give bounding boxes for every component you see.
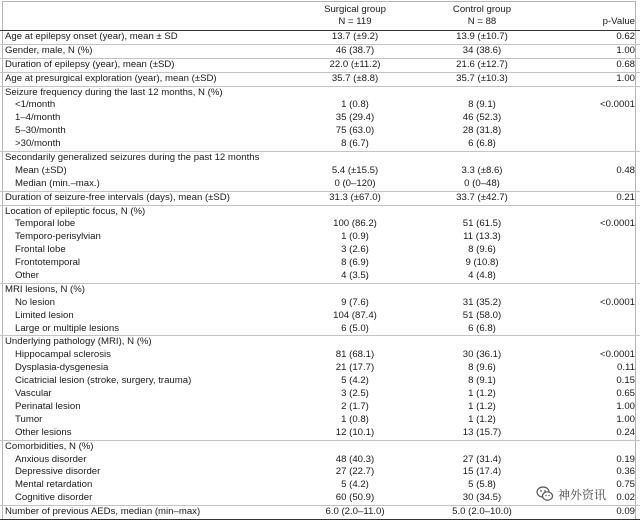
control-value: 8 (9.1)	[468, 375, 496, 387]
control-value: 6 (6.8)	[468, 322, 496, 334]
table-row	[0, 440, 640, 454]
p-value: <0.0001	[600, 349, 635, 361]
row-label: 5–30/month	[15, 125, 66, 137]
table-row	[0, 362, 640, 375]
table-row	[0, 427, 640, 440]
surgical-value: 27 (22.7)	[335, 466, 375, 478]
table-row	[0, 191, 640, 205]
surgical-value: 8 (6.7)	[341, 138, 369, 150]
surgical-value: 3 (2.5)	[341, 388, 369, 400]
table-row	[0, 218, 640, 231]
row-label: Cognitive disorder	[15, 492, 93, 504]
control-value: 51 (58.0)	[462, 309, 502, 321]
table-row	[0, 125, 640, 138]
table-row	[0, 297, 640, 310]
p-value: 0.24	[616, 426, 635, 438]
row-label: Mental retardation	[15, 479, 93, 491]
surgical-group-label: Surgical group	[324, 4, 386, 15]
surgical-group-header	[300, 4, 410, 28]
table-row	[0, 151, 640, 165]
table-row	[0, 454, 640, 467]
surgical-value: 21 (17.7)	[335, 362, 375, 374]
control-value: 35.7 (±10.3)	[456, 72, 508, 84]
table-row	[0, 414, 640, 427]
control-value: 46 (52.3)	[462, 112, 502, 124]
row-label: Age at epilepsy onset (year), mean ± SD	[5, 31, 178, 42]
row-label: Depressive disorder	[15, 466, 101, 478]
p-value: 1.00	[616, 400, 635, 412]
row-label: Seizure frequency during the last 12 months, N (%)	[5, 86, 223, 98]
row-label: Hippocampal sclerosis	[15, 349, 111, 361]
table-row	[0, 375, 640, 388]
row-label: Large or multiple lesions	[15, 322, 119, 334]
row-label: Other lesions	[15, 426, 72, 438]
table-body	[0, 31, 640, 520]
row-label: Vascular	[15, 388, 52, 400]
control-value: 1 (1.2)	[468, 400, 496, 412]
table-row	[0, 310, 640, 323]
table-row	[0, 31, 640, 44]
row-label: Duration of epilepsy (year), mean (±SD)	[5, 58, 175, 70]
row-label: No lesion	[15, 296, 55, 308]
p-value: 0.15	[616, 375, 635, 387]
row-label: Frontotemporal	[15, 257, 81, 269]
table-row	[0, 388, 640, 401]
p-value: 0.19	[616, 453, 635, 465]
row-label: Limited lesion	[15, 309, 74, 321]
row-label: Tumor	[15, 413, 43, 425]
row-label: 1–4/month	[15, 112, 61, 124]
control-value: 30 (36.1)	[462, 349, 502, 361]
surgical-value: 35 (29.4)	[335, 112, 375, 124]
row-label: Mean (±SD)	[15, 164, 67, 176]
surgical-value: 12 (10.1)	[335, 426, 375, 438]
row-label: Temporal lobe	[15, 218, 76, 230]
table-row	[0, 231, 640, 244]
surgical-value: 5 (4.2)	[341, 375, 369, 387]
row-label: Other	[15, 270, 39, 282]
table-row	[0, 323, 640, 336]
table-row	[0, 44, 640, 58]
surgical-value: 9 (7.6)	[341, 296, 369, 308]
p-value: 0.48	[616, 164, 635, 176]
table-row	[0, 283, 640, 297]
row-label: Cicatricial lesion (stroke, surgery, trauma)	[15, 375, 192, 387]
control-value: 9 (10.8)	[465, 257, 499, 269]
control-value: 8 (9.6)	[468, 362, 496, 374]
table-row	[0, 165, 640, 178]
surgical-value: 13.7 (±9.2)	[331, 31, 379, 42]
row-label: Frontal lobe	[15, 244, 66, 256]
p-value: 1.00	[616, 413, 635, 425]
row-label: Location of epileptic focus, N (%)	[5, 205, 146, 217]
control-value: 8 (9.6)	[468, 244, 496, 256]
row-label: >30/month	[15, 138, 61, 150]
table-row	[0, 205, 640, 219]
table-row	[0, 58, 640, 72]
surgical-value: 3 (2.6)	[341, 244, 369, 256]
surgical-value: 1 (0.8)	[341, 413, 369, 425]
table-row	[0, 86, 640, 100]
table-header	[0, 0, 640, 31]
row-label: Anxious disorder	[15, 453, 87, 465]
p-value: 0.62	[616, 31, 635, 42]
surgical-value: 6.0 (2.0–11.0)	[325, 506, 385, 518]
surgical-value: 81 (68.1)	[335, 349, 375, 361]
control-value: 1 (1.2)	[468, 413, 496, 425]
surgical-value: 2 (1.7)	[341, 400, 369, 412]
surgical-value: 8 (6.9)	[341, 257, 369, 269]
control-group-header	[427, 4, 537, 28]
control-group-label: Control group	[452, 4, 512, 15]
surgical-value: 1 (0.8)	[341, 99, 369, 111]
p-value: 1.00	[616, 44, 635, 56]
control-value: 13.9 (±10.7)	[456, 31, 508, 42]
surgical-group-n: N = 119	[338, 16, 372, 27]
surgical-value: 4 (3.5)	[341, 270, 369, 282]
surgical-value: 46 (38.7)	[335, 44, 375, 56]
table-row	[0, 138, 640, 151]
control-value: 3.3 (±8.6)	[461, 164, 503, 176]
control-value: 27 (31.4)	[462, 453, 502, 465]
row-label: Dysplasia-dysgenesia	[15, 362, 109, 374]
row-label: Age at presurgical exploration (year), mean (±SD)	[5, 72, 217, 84]
table-row	[0, 244, 640, 257]
p-value: 0.09	[616, 506, 635, 518]
row-label: Perinatal lesion	[15, 400, 81, 412]
control-value: 1 (1.2)	[468, 388, 496, 400]
surgical-value: 6 (5.0)	[341, 322, 369, 334]
row-label: Median (min.–max.)	[15, 177, 100, 189]
p-value-header: p-Value	[602, 16, 635, 27]
control-value: 5.0 (2.0–10.0)	[452, 506, 512, 518]
row-label: Secondarily generalized seizures during the past 12 months	[5, 152, 260, 164]
p-value: 0.36	[616, 466, 635, 478]
table-row	[0, 270, 640, 283]
surgical-value: 5.4 (±15.5)	[331, 164, 379, 176]
control-group-n: N = 88	[467, 16, 497, 27]
wechat-icon	[536, 485, 554, 503]
control-value: 13 (15.7)	[462, 426, 502, 438]
control-value: 30 (34.5)	[462, 492, 502, 504]
table-row	[0, 72, 640, 86]
control-value: 34 (38.6)	[462, 44, 502, 56]
control-value: 28 (31.8)	[462, 125, 502, 137]
watermark-text: 神外资讯	[558, 488, 607, 502]
p-value: 0.68	[616, 58, 635, 70]
table-row	[0, 112, 640, 125]
table-row	[0, 401, 640, 414]
control-value: 11 (13.3)	[463, 231, 501, 243]
table-row	[0, 505, 640, 520]
p-value: 0.11	[617, 362, 635, 374]
surgical-value: 0 (0–120)	[334, 177, 376, 189]
control-value: 21.6 (±12.7)	[456, 58, 508, 70]
table-row	[0, 99, 640, 112]
p-value: <0.0001	[600, 218, 635, 230]
control-value: 33.7 (±42.7)	[456, 191, 508, 203]
row-label: <1/month	[15, 99, 56, 111]
table-row	[0, 466, 640, 479]
row-label: Number of previous AEDs, median (min–max)	[5, 506, 201, 518]
row-label: Underlying pathology (MRI), N (%)	[5, 336, 152, 348]
surgical-value: 60 (50.9)	[335, 492, 375, 504]
row-label: MRI lesions, N (%)	[5, 283, 85, 295]
control-value: 4 (4.8)	[468, 270, 496, 282]
p-value: 0.21	[616, 191, 635, 203]
row-label: Temporo-perisylvian	[15, 231, 101, 243]
control-value: 31 (35.2)	[462, 296, 502, 308]
surgical-value: 22.0 (±11.2)	[329, 58, 381, 70]
row-label: Duration of seizure-free intervals (days), mean (±SD)	[5, 191, 230, 203]
p-value: <0.0001	[600, 99, 635, 111]
p-value: 0.02	[616, 492, 635, 504]
table-row	[0, 335, 640, 349]
control-value: 5 (5.8)	[468, 479, 496, 491]
surgical-value: 104 (87.4)	[333, 309, 377, 321]
surgical-value: 31.3 (±67.0)	[329, 191, 381, 203]
row-label: Comorbidities, N (%)	[5, 440, 94, 452]
surgical-value: 100 (86.2)	[333, 218, 377, 230]
table-row	[0, 349, 640, 362]
control-value: 6 (6.8)	[468, 138, 496, 150]
control-value: 8 (9.1)	[468, 99, 496, 111]
p-value: 1.00	[616, 72, 635, 84]
table-row	[0, 257, 640, 270]
surgical-value: 75 (63.0)	[335, 125, 375, 137]
control-value: 0 (0–48)	[464, 177, 500, 189]
surgical-value: 35.7 (±8.8)	[331, 72, 379, 84]
watermark	[536, 484, 632, 506]
p-value: 0.65	[616, 388, 635, 400]
table-row	[0, 178, 640, 191]
control-value: 51 (61.5)	[462, 218, 502, 230]
p-value: <0.0001	[600, 296, 635, 308]
surgical-value: 5 (4.2)	[341, 479, 369, 491]
surgical-value: 48 (40.3)	[335, 453, 375, 465]
p-value: 0.75	[616, 479, 635, 491]
row-label: Gender, male, N (%)	[5, 44, 93, 56]
control-value: 15 (17.4)	[462, 466, 502, 478]
surgical-value: 1 (0.9)	[341, 231, 369, 243]
